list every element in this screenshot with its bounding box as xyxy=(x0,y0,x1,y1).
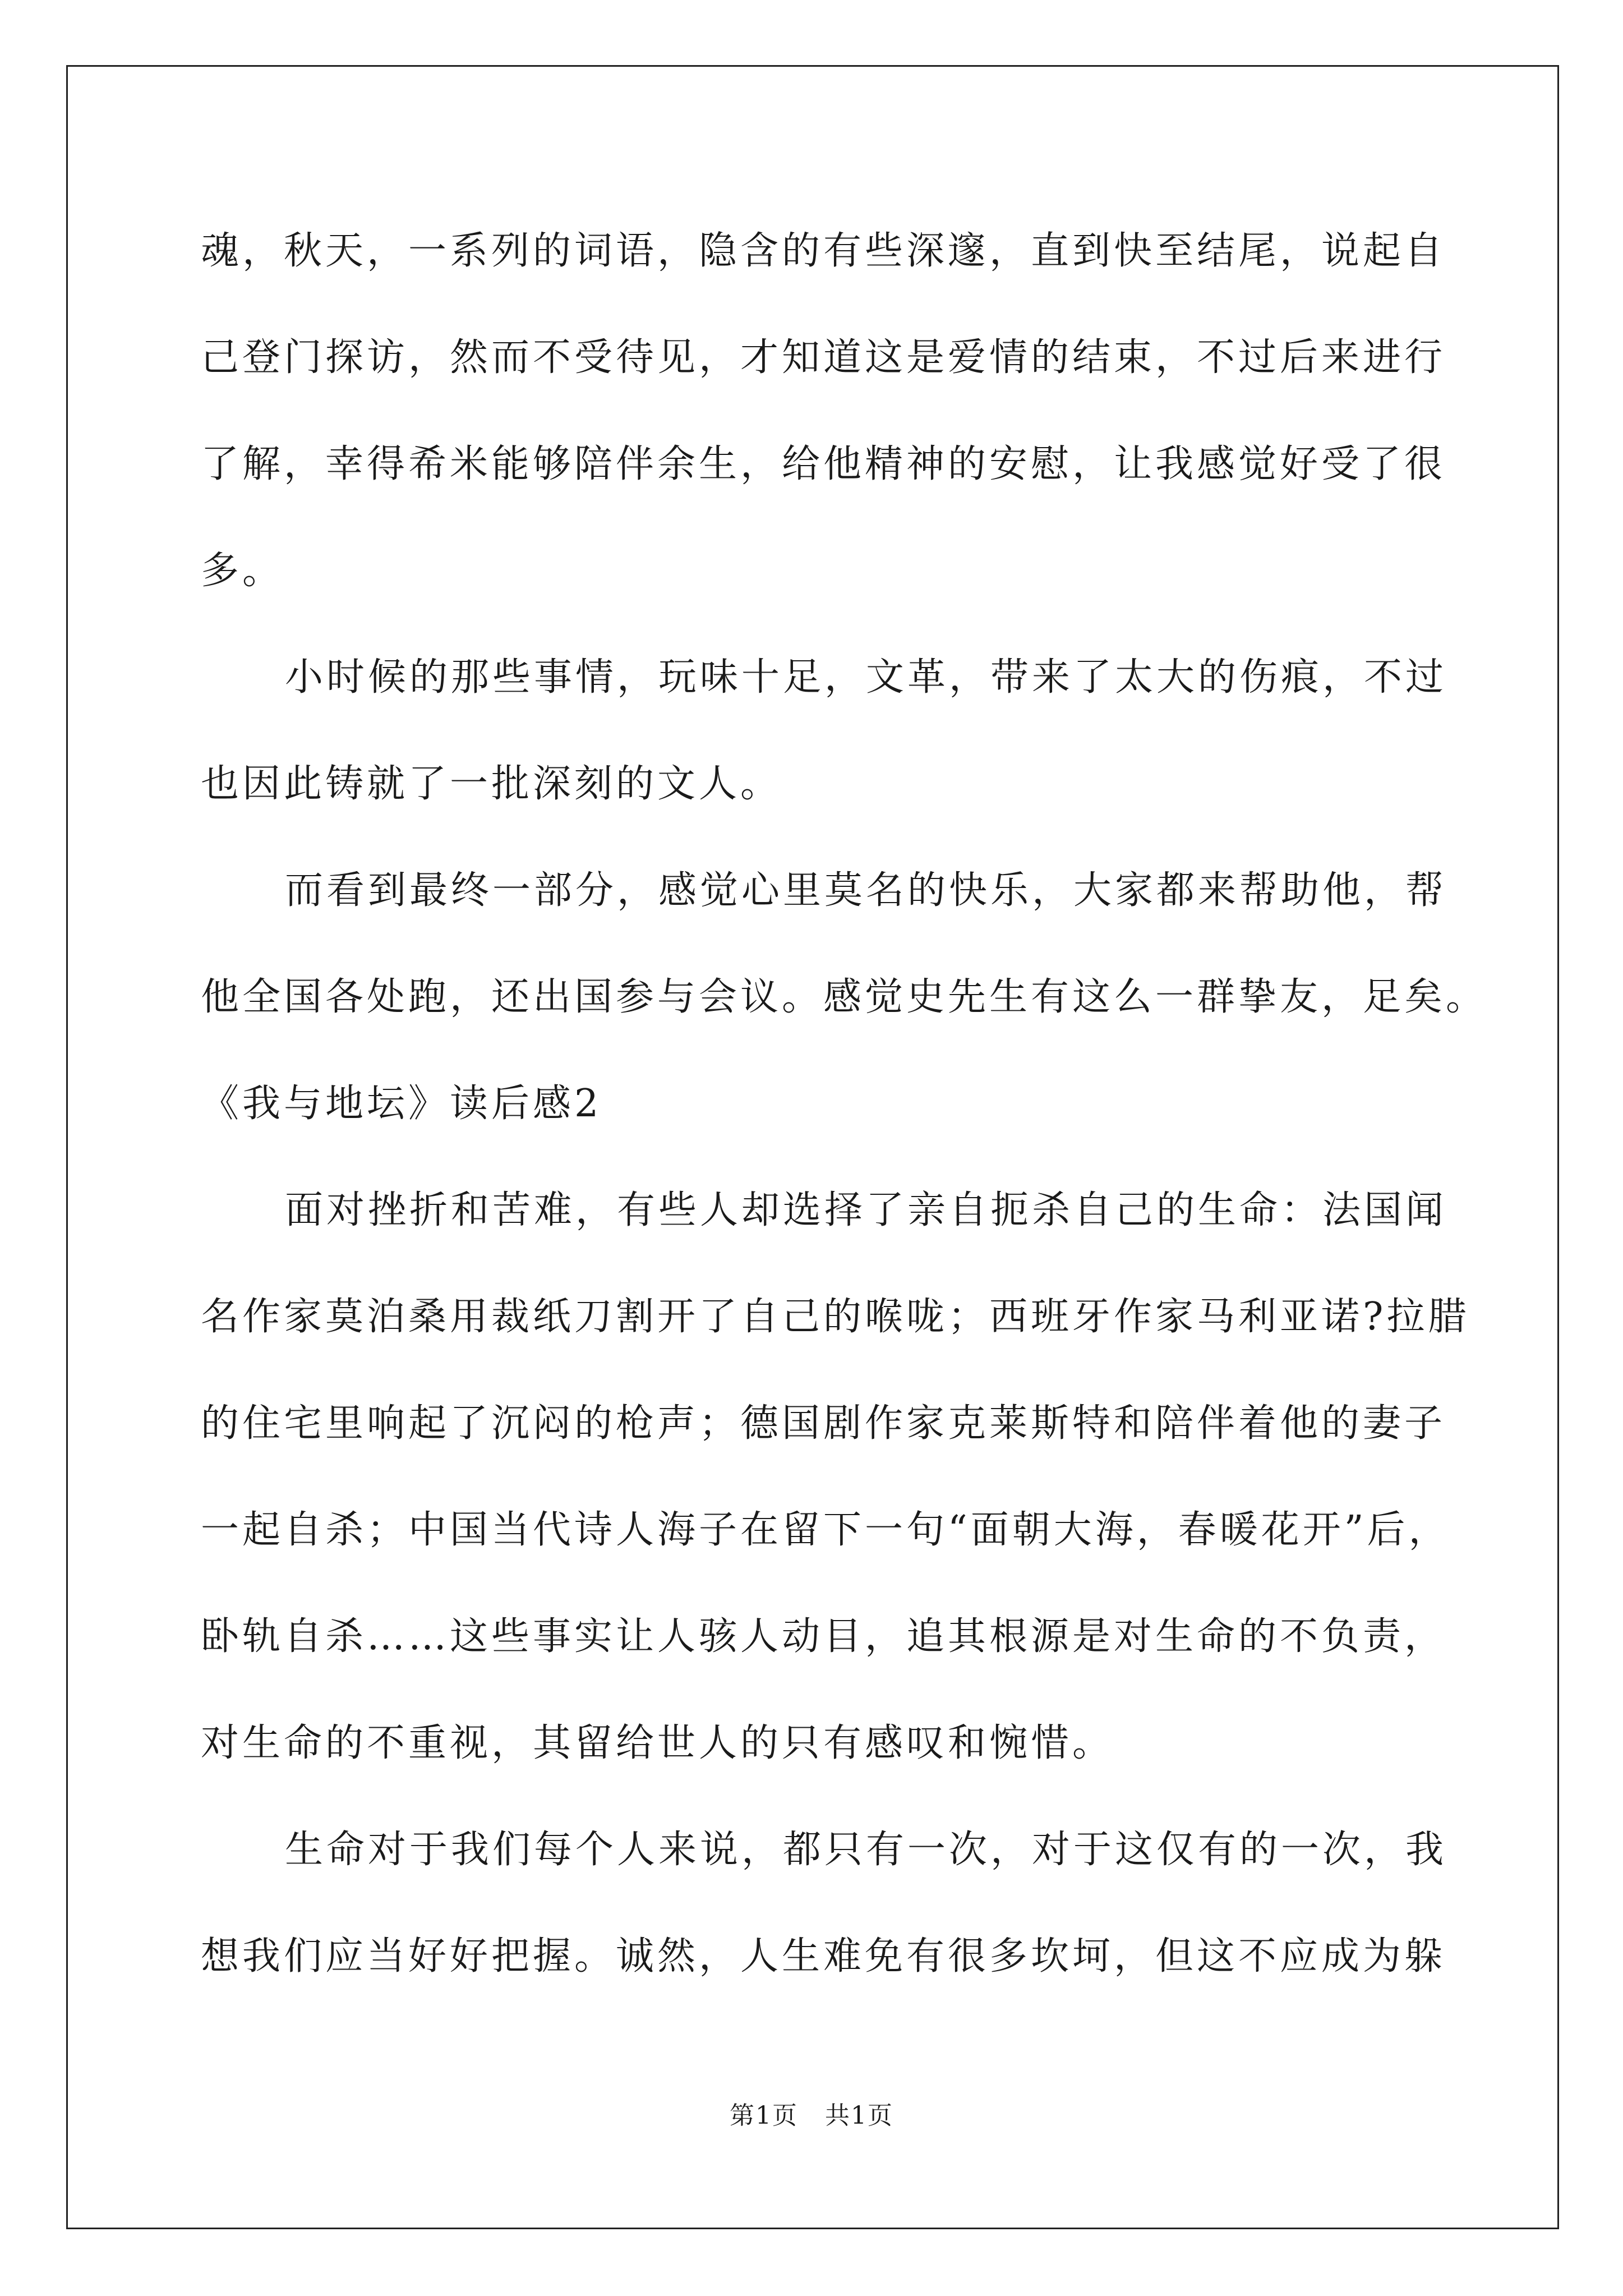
text-line: 对生命的不重视，其留给世人的只有感叹和惋惜。 xyxy=(201,1721,1114,1765)
paragraph-start-line: 面对挫折和苦难，有些人却选择了亲自扼杀自己的生命：法国闻 xyxy=(285,1188,1447,1232)
text-line: 一起自杀；中国当代诗人海子在留下一句“面朝大海，春暖花开”后， xyxy=(201,1508,1450,1552)
page-footer: 第1页 共1页 xyxy=(730,2101,893,2130)
text-line: 也因此铸就了一批深刻的文人。 xyxy=(201,762,782,806)
text-line: 多。 xyxy=(201,549,284,593)
section-heading: 《我与地坛》读后感2 xyxy=(201,1082,602,1126)
text-line: 的住宅里响起了沉闷的枪声；德国剧作家克莱斯特和陪伴着他的妻子 xyxy=(201,1401,1446,1446)
paragraph-start-line: 生命对于我们每个人来说，都只有一次，对于这仅有的一次，我 xyxy=(285,1828,1447,1872)
text-line: 他全国各处跑，还出国参与会议。感觉史先生有这么一群挚友，足矣。 xyxy=(201,975,1488,1019)
text-line: 想我们应当好好把握。诚然，人生难免有很多坎坷，但这不应成为躲 xyxy=(201,1934,1446,1978)
text-line: 名作家莫泊桑用裁纸刀割开了自己的喉咙；西班牙作家马利亚诺?拉腊 xyxy=(201,1295,1470,1339)
text-line: 魂，秋天，一系列的词语，隐含的有些深邃，直到快至结尾，说起自 xyxy=(201,229,1446,273)
text-line: 己登门探访，然而不受待见，才知道这是爱情的结束，不过后来进行 xyxy=(201,335,1446,380)
text-line: 卧轨自杀……这些事实让人骇人动目，追其根源是对生命的不负责， xyxy=(201,1614,1446,1659)
document-body xyxy=(201,210,1488,2022)
paragraph-start-line: 而看到最终一部分，感觉心里莫名的快乐，大家都来帮助他，帮 xyxy=(285,868,1447,913)
text-line: 了解，幸得希米能够陪伴余生，给他精神的安慰，让我感觉好受了很 xyxy=(201,442,1446,486)
paragraph-start-line: 小时候的那些事情，玩味十足，文革，带来了太大的伤痕，不过 xyxy=(285,655,1447,700)
